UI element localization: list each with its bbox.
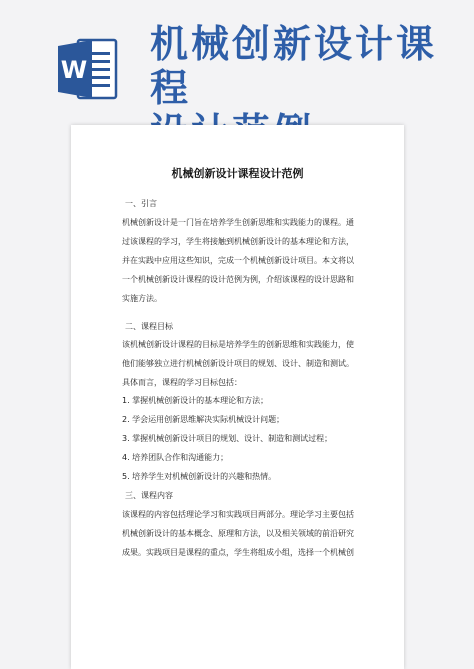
list-item: 4. 培养团队合作和沟通能力； — [122, 453, 229, 462]
text-line: 成果。实践项目是课程的重点，学生将组成小组，选择一个机械创 — [122, 548, 354, 557]
document-page — [71, 125, 404, 669]
section-content-text — [122, 505, 358, 562]
word-doc-icon — [58, 38, 118, 100]
list-item: 3. 掌握机械创新设计项目的规划、设计、制造和测试过程； — [122, 434, 333, 443]
text-line: 过该课程的学习，学生将接触到机械创新设计的基本理论和方法， — [122, 237, 354, 246]
list-item: 2. 学会运用创新思维解决实际机械设计问题； — [122, 415, 285, 424]
text-line: 该课程的内容包括理论学习和实践项目两部分。理论学习主要包括 — [122, 510, 354, 519]
section-goals-text — [122, 335, 358, 392]
header — [0, 0, 474, 130]
text-line: 并在实践中应用这些知识，完成一个机械创新设计项目。本文将以 — [122, 256, 354, 265]
goals-list — [122, 391, 332, 486]
text-line: 具体而言，课程的学习目标包括： — [122, 378, 242, 387]
text-line: 实施方法。 — [122, 294, 162, 303]
text-line: 一个机械创新设计课程的设计范例为例，介绍该课程的设计思路和 — [122, 275, 354, 284]
section-intro-text — [122, 213, 358, 308]
list-item: 5. 培养学生对机械创新设计的兴趣和热情。 — [122, 472, 277, 481]
text-line: 机械创新设计的基本概念、原理和方法，以及相关领域的前沿研究 — [122, 529, 354, 538]
section-heading-intro: 一、引言 — [125, 199, 157, 208]
text-line: 他们能够独立进行机械创新设计项目的规划、设计、制造和测试。 — [122, 359, 354, 368]
text-line: 机械创新设计是一门旨在培养学生创新思维和实践能力的课程。通 — [122, 218, 354, 227]
section-heading-goals: 二、课程目标 — [125, 322, 173, 331]
list-item: 1. 掌握机械创新设计的基本理论和方法； — [122, 396, 269, 405]
section-heading-content: 三、课程内容 — [125, 491, 173, 500]
logo-letter: W — [60, 56, 88, 84]
page-title-line1: 机械创新设计课程 — [150, 22, 438, 110]
document-title: 机械创新设计课程设计范例 — [171, 167, 304, 180]
text-line: 该机械创新设计课程的目标是培养学生的创新思维和实践能力，使 — [122, 340, 354, 349]
